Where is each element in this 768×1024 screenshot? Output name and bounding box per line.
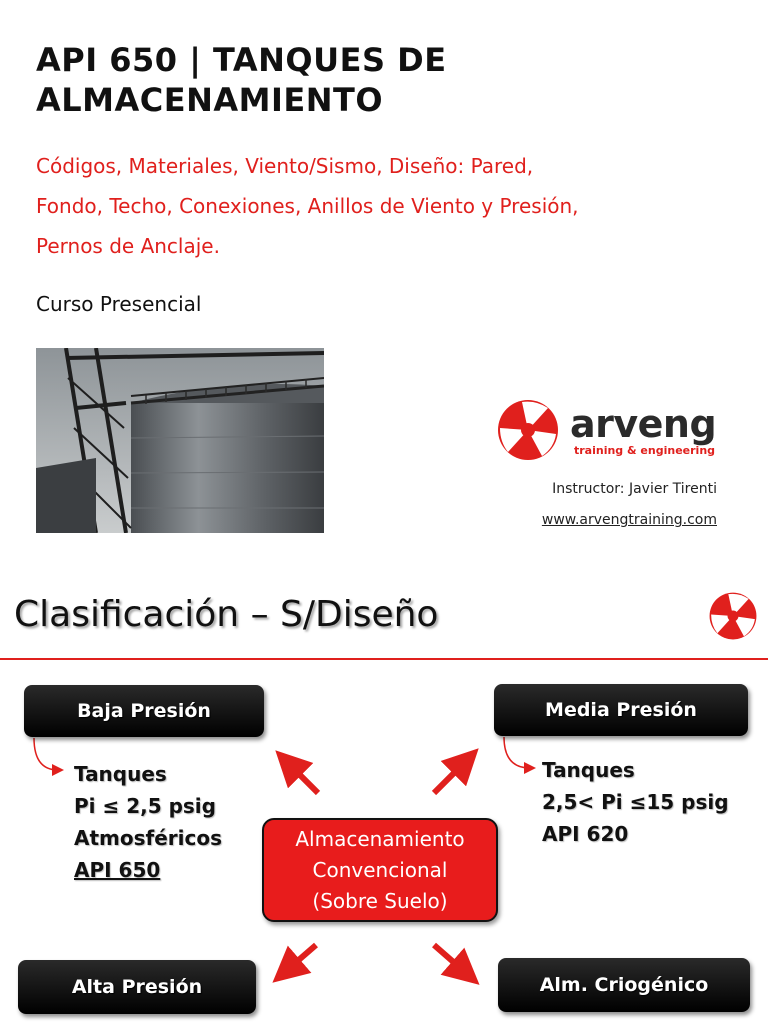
baja-detail-2: Pi ≤ 2,5 psig [74,794,216,818]
arveng-logo-icon [496,398,560,462]
instructor-name: Instructor: Javier Tirenti [552,481,717,497]
title-line-2: ALMACENAMIENTO [36,81,384,119]
media-detail-2: 2,5< Pi ≤15 psig [542,790,729,814]
arrow-to-baja [288,763,318,793]
center-category-box [262,818,498,922]
media-presion-box: Media Presión [494,684,748,736]
baja-detail-1: Tanques [74,762,167,786]
subtitle-line-1: Códigos, Materiales, Viento/Sismo, Diseño: Pared, [36,154,534,178]
baja-detail-3: Atmosféricos [74,826,223,850]
center-line-1: Almacenamiento [295,826,465,851]
slide-subtitle [36,146,736,266]
criogenico-box: Alm. Criogénico [498,958,750,1012]
classification-slide [0,560,768,1024]
baja-detail-4: API 650 [74,858,161,882]
website-link[interactable]: www.arvengtraining.com [541,512,717,528]
media-detail-3: API 620 [542,822,629,846]
media-detail-1: Tanques [542,758,635,782]
subtitle-line-2: Fondo, Techo, Conexiones, Anillos de Viento y Presión, [36,194,579,218]
baja-presion-details [74,758,222,886]
subtitle-line-3: Pernos de Anclaje. [36,234,220,258]
connector-media [504,737,530,768]
logo-tagline: training & engineering [574,444,716,457]
slide-title: Clasificación – S/Diseño [14,594,439,635]
title-line-1: API 650 | TANQUES DE [36,41,447,79]
arrow-to-alta [286,945,316,971]
baja-presion-box: Baja Presión [24,685,264,737]
alta-presion-box: Alta Presión [18,960,256,1014]
arveng-logo [496,398,736,462]
center-line-3: (Sobre Suelo) [312,888,448,913]
logo-wordmark: arveng [570,402,717,446]
media-presion-details [542,754,729,850]
course-type: Curso Presencial [36,292,202,316]
slide-title [36,40,736,120]
storage-tank-photo [36,348,324,533]
center-line-2: Convencional [312,857,448,882]
arrow-to-crio [434,945,466,973]
connector-baja [34,738,58,770]
arrow-to-media [434,761,466,793]
